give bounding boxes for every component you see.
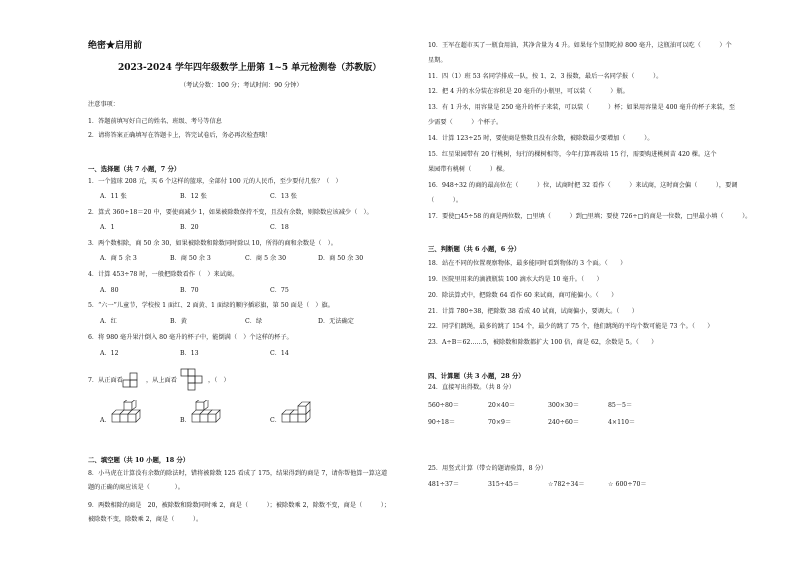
q2-option-b: B．20 — [180, 224, 199, 231]
question-6: 6．将 980 毫升果汁倒入 80 毫升的杯子中，能倒满（ ）个这样的杯子。 — [88, 334, 293, 341]
q2-option-c: C．18 — [270, 224, 289, 231]
question-20: 20．除法算式中，把除数 64 看作 60 来试商，商可能偏小。（ ） — [428, 292, 618, 299]
q6-option-b: B．13 — [180, 350, 199, 357]
question-1: 1．一个篮球 208 元，买 6 个这样的篮球，全部付 100 元的人民币，至少要付几张？（ ） — [88, 178, 342, 185]
note-1: 1．答题前填写好自己的姓名、班级、考号等信息 — [88, 118, 222, 125]
question-3: 3．两个数相除，商 50 余 30，如果被除数和除数同时除以 10，所得的商和余数是（ ）。 — [88, 240, 337, 247]
question-7-part-c: ，（ ） — [208, 377, 230, 384]
section-4-title: 四、计算题（共 3 小题，28 分） — [428, 372, 525, 380]
q2-option-a: A．1 — [100, 224, 115, 231]
q3-option-d: D．商 50 余 30 — [318, 255, 364, 262]
question-17: 17．要使□45÷58 的商是两位数，□里填（ ）到□里填；要使 726÷□的商是一位数，□里最小填（ ）。 — [428, 213, 752, 220]
note-2: 2．请将答案正确填写在答题卡上，答完试卷后，务必再次检查哦！ — [88, 132, 272, 139]
question-7-part-b: ，从上面看 — [146, 377, 177, 384]
q5-option-a: A．红 — [100, 318, 117, 325]
question-15-line-1: 15．红星果园带有 20 行桃树，每行的棵树相等，今年打算再栽培 15 行，需要购进桃树苗 420 棵。这个 — [428, 151, 717, 158]
front-view-figure — [122, 370, 146, 390]
q7-option-c: C． — [270, 417, 281, 424]
question-2: 2．算式 360÷18＝20 中，要使商减少 1，如果被除数保持不变，且没有余数，则除数应该减少（ ）。 — [88, 209, 373, 216]
question-23: 23．A÷B＝62……5，被除数和除数都扩大 100 倍，商是 62，余数是 5。（ ） — [428, 339, 658, 346]
q3-option-b: B．商 50 余 3 — [170, 255, 211, 262]
question-9-line-1: 9．两数相除的商是 20，被除数和除数同时乘 2，商是（ ）；被除数乘 2，除数不变，商是（ ）； — [88, 502, 391, 509]
q7-option-b: B． — [180, 417, 191, 424]
question-4: 4．计算 453÷78 时，一般把除数看作（ ）来试商。 — [88, 271, 239, 278]
q3-option-c: C．商 5 余 30 — [245, 255, 287, 262]
question-25: 25．用竖式计算（带☆的题请验算，8 分） — [428, 465, 547, 472]
question-22: 22．同学们跳绳，最多的跳了 154 个，最少的跳了 75 个，他们跳绳的平均个数可能是 73 个。（ ） — [428, 323, 714, 330]
section-1-title: 一、选择题（共 7 小题，7 分） — [88, 165, 181, 173]
question-14: 14．计算 123÷25 时，要使商是整数且没有余数，被除数最少要增加（ ）。 — [428, 135, 654, 142]
question-24: 24．直接写出得数。（共 8 分） — [428, 384, 515, 391]
q5-option-d: D．无法确定 — [318, 318, 354, 325]
question-12: 12．把 4 升的水分装在容积是 20 毫升的小瓶里，可以装（ ）瓶。 — [428, 88, 629, 95]
calc-item: 240÷60＝ — [548, 419, 580, 426]
section-2-title: 二、填空题（共 10 小题，18 分） — [88, 456, 190, 464]
calc-item: 90÷18＝ — [428, 419, 456, 426]
calc-item: 70×9＝ — [488, 419, 512, 426]
question-10-line-2: 星期。 — [428, 57, 447, 64]
question-19: 19．医院里用来的滴液瓶装 100 滴水大约是 10 毫升。（ ） — [428, 276, 603, 283]
question-8-line-1: 8．小马虎在计算没有余数的除法时，错将被除数 125 看成了 175，结果得到的商是 7，请你帮他算一算这道 — [88, 470, 388, 477]
q5-option-c: C．绿 — [245, 318, 263, 325]
question-9-line-2: 被除数不变，除数乘 2，商是（ ）。 — [88, 516, 203, 523]
q5-option-b: B．黄 — [170, 318, 187, 325]
page-title: 2023-2024 学年四年级数学上册第 1~5 单元检测卷（苏教版） — [118, 63, 382, 73]
question-11: 11．四（1）班 53 名同学排成一队，按 1、2、3 报数，最后一名同学报（ ）。 — [428, 73, 663, 80]
question-13-line-2: 少需要（ ）个杯子。 — [428, 119, 503, 126]
q3-option-a: A．商 5 余 3 — [100, 255, 137, 262]
question-15-line-2: 果园带有桃树（ ）棵。 — [428, 166, 509, 173]
calc-item: 20×40＝ — [488, 402, 516, 409]
question-10-line-1: 10．王军在超市买了一瓶食用油，其净含量为 4 升。如果每个星期吃掉 800 毫升，这瓶油可以吃（ ）个 — [428, 42, 732, 49]
question-16-line-2: （ ）。 — [428, 197, 463, 204]
q4-option-b: B．70 — [180, 287, 199, 294]
question-16-line-1: 16．948÷32 的商的最高位在（ ）位，试商时把 32 看作（ ）来试商，这时商会偏（ ），要调 — [428, 182, 738, 189]
question-13-line-1: 13．有 1 升水，用容量是 250 毫升的杯子来装，可以装（ ）杯；如果用容量是 400 毫升的杯子来装，至 — [428, 104, 736, 111]
calc-item: 560÷80＝ — [428, 402, 460, 409]
notes-label: 注意事项： — [88, 101, 119, 108]
q6-option-c: C．14 — [270, 350, 289, 357]
q4-option-a: A．80 — [100, 287, 119, 294]
vertical-calc-item: ☆782÷34＝ — [548, 481, 585, 488]
section-3-title: 三、判断题（共 6 小题，6 分） — [428, 245, 521, 253]
question-18: 18．站在不同的位置观察物体，最多能同时看到物体的 3 个面。（ ） — [428, 260, 627, 267]
calc-item: 85－5＝ — [608, 402, 633, 409]
question-8-line-2: 题的正确的商应该是（ ）。 — [88, 484, 184, 491]
cube-stack-b — [190, 400, 224, 426]
question-7-part-a: 7．从正面看 — [88, 377, 123, 384]
exam-info: （考试分数：100 分；考试时间：90 分钟） — [180, 82, 303, 89]
calc-item: 300×30＝ — [548, 402, 580, 409]
question-5: 5．“六一”儿童节，学校按 1 面红、2 面黄、1 面绿的顺序插彩旗，第 50 面是（ ）旗。 — [88, 302, 334, 309]
calc-item: 4×110＝ — [608, 419, 636, 426]
cube-stack-a — [110, 400, 144, 426]
vertical-calc-item: 315÷45＝ — [488, 481, 520, 488]
q6-option-a: A．12 — [100, 350, 119, 357]
q7-option-a: A． — [100, 417, 111, 424]
question-21: 21．计算 780÷38，把除数 38 看成 40 试商，试商偏小，要调大。（ ） — [428, 308, 638, 315]
q1-option-b: B．12 张 — [180, 193, 207, 200]
q1-option-c: C．13 张 — [270, 193, 297, 200]
q4-option-c: C．75 — [270, 287, 289, 294]
cube-stack-c — [280, 400, 314, 426]
vertical-calc-item: ☆ 600÷70＝ — [608, 481, 647, 488]
top-view-figure — [180, 367, 208, 393]
q1-option-a: A．11 张 — [100, 193, 127, 200]
vertical-calc-item: 481÷37＝ — [428, 481, 460, 488]
secret-mark: 绝密★启用前 — [88, 41, 143, 51]
